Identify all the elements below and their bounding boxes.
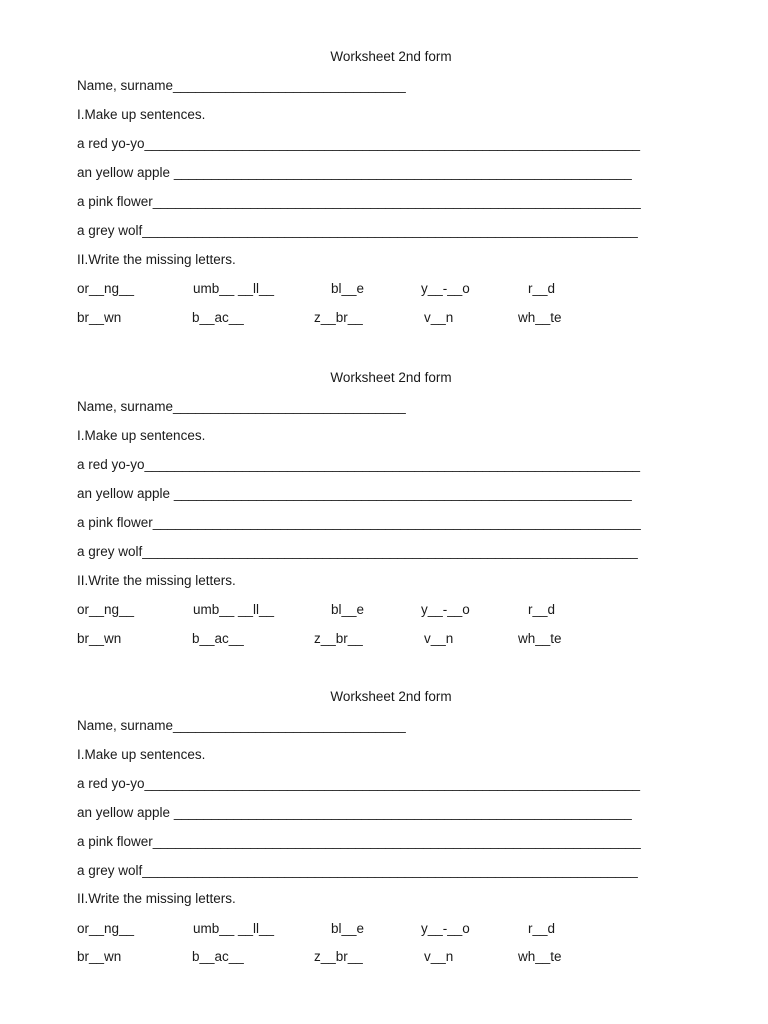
task-1-heading: I.Make up sentences.: [77, 107, 206, 122]
missing-letter-word: b__ac__: [192, 949, 244, 964]
sentence-line: a grey wolf__________________________________________________________________: [77, 863, 638, 878]
missing-letter-word: r__d: [528, 921, 556, 936]
sentence-line: an yellow apple _____________________________________________________________: [77, 165, 632, 180]
missing-letter-word: bl__e: [331, 921, 365, 936]
task-1-heading: I.Make up sentences.: [77, 428, 206, 443]
missing-letter-word: y__-__o: [421, 602, 470, 617]
missing-letter-word: v__n: [424, 310, 454, 325]
sentence-line: a red yo-yo__________________________________________________________________: [77, 457, 641, 472]
name-surname-line: Name, surname_______________________________: [77, 718, 406, 733]
missing-letter-word: y__-__o: [421, 281, 470, 296]
missing-letter-word: wh__te: [518, 310, 562, 325]
missing-letter-word: br__wn: [77, 631, 122, 646]
worksheet-title: Worksheet 2nd form: [330, 370, 452, 385]
missing-letter-word: y__-__o: [421, 921, 470, 936]
worksheet-title: Worksheet 2nd form: [330, 689, 452, 704]
missing-letter-word: wh__te: [518, 631, 562, 646]
missing-letter-word: b__ac__: [192, 310, 244, 325]
sentence-line: a grey wolf__________________________________________________________________: [77, 223, 638, 238]
missing-letter-word: v__n: [424, 631, 454, 646]
missing-letter-word: r__d: [528, 281, 556, 296]
missing-letter-word: bl__e: [331, 281, 365, 296]
worksheet-1: [0, 0, 768, 325]
missing-letter-word: v__n: [424, 949, 454, 964]
missing-letter-word: umb__ __ll__: [193, 921, 275, 936]
worksheet-title: Worksheet 2nd form: [330, 49, 452, 64]
task-2-heading: II.Write the missing letters.: [77, 573, 236, 588]
missing-letter-word: z__br__: [314, 949, 363, 964]
missing-letter-word: br__wn: [77, 949, 122, 964]
sentence-line: a pink flower_________________________________________________________________: [77, 194, 641, 209]
missing-letter-word: r__d: [528, 602, 556, 617]
missing-letter-word: or__ng__: [77, 921, 135, 936]
missing-letter-word: umb__ __ll__: [193, 602, 275, 617]
task-2-heading: II.Write the missing letters.: [77, 252, 236, 267]
sentence-line: an yellow apple _____________________________________________________________: [77, 486, 632, 501]
missing-letter-word: b__ac__: [192, 631, 244, 646]
sentence-line: a red yo-yo__________________________________________________________________: [77, 136, 641, 151]
sentence-line: an yellow apple _____________________________________________________________: [77, 805, 632, 820]
sentence-line: a red yo-yo__________________________________________________________________: [77, 776, 641, 791]
missing-letter-word: or__ng__: [77, 602, 135, 617]
sentence-line: a pink flower_________________________________________________________________: [77, 834, 641, 849]
missing-letter-word: bl__e: [331, 602, 365, 617]
missing-letter-word: wh__te: [518, 949, 562, 964]
worksheet-3: [0, 640, 768, 964]
missing-letter-word: umb__ __ll__: [193, 281, 275, 296]
missing-letter-word: z__br__: [314, 631, 363, 646]
name-surname-line: Name, surname_______________________________: [77, 399, 406, 414]
name-surname-line: Name, surname_______________________________: [77, 78, 406, 93]
task-2-heading: II.Write the missing letters.: [77, 891, 236, 906]
sentence-line: a grey wolf__________________________________________________________________: [77, 544, 638, 559]
worksheet-2: [0, 321, 768, 646]
missing-letter-word: or__ng__: [77, 281, 135, 296]
missing-letter-word: br__wn: [77, 310, 122, 325]
sentence-line: a pink flower_________________________________________________________________: [77, 515, 641, 530]
task-1-heading: I.Make up sentences.: [77, 747, 206, 762]
missing-letter-word: z__br__: [314, 310, 363, 325]
